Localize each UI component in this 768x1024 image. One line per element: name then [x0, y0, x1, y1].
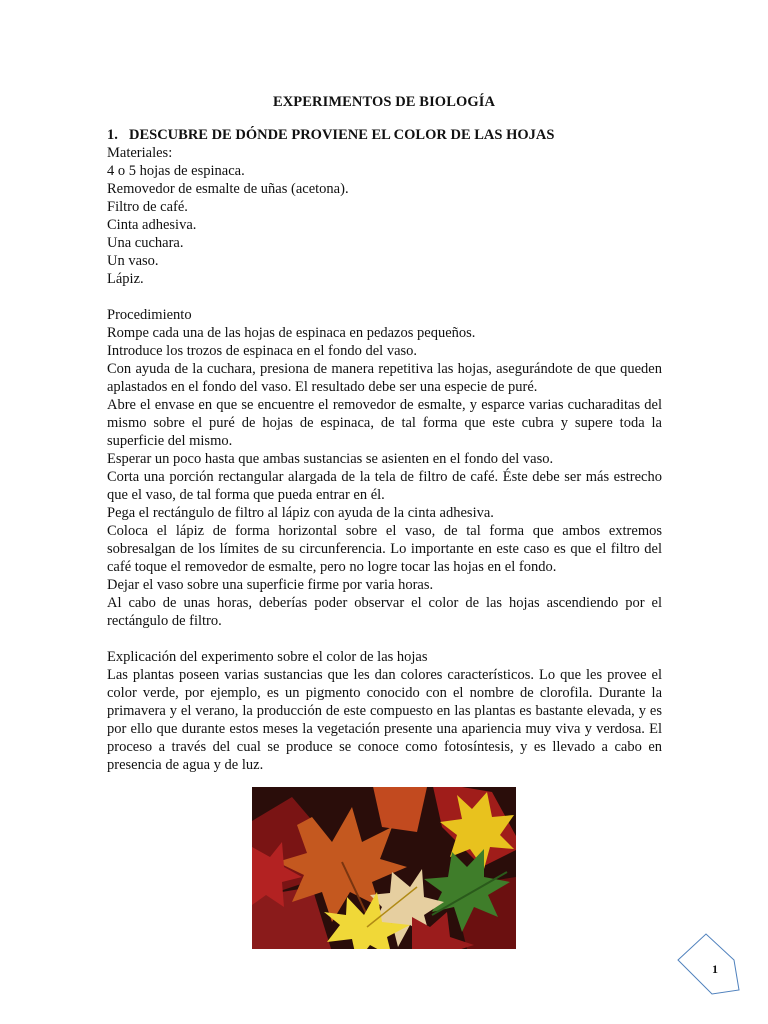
procedure-step: Dejar el vaso sobre una superficie firme por varia horas. — [107, 577, 434, 593]
autumn-leaves-photo — [252, 787, 516, 949]
procedure-step: Esperar un poco hasta que ambas sustancias se asienten en el fondo del vaso. — [107, 451, 554, 467]
procedure-step: Introduce los trozos de espinaca en el fondo del vaso. — [107, 343, 418, 359]
procedure-label: Procedimiento — [107, 307, 192, 323]
procedure-step: Abre el envase en que se encuentre el removedor de esmalte, y esparce varias cucharaditas del mismo sobre el puré de hojas de espinaca, de tal forma que este cubra y supere toda la superficie del mismo. — [107, 397, 662, 449]
material-item: 4 o 5 hojas de espinaca. — [107, 163, 245, 179]
procedure-step: Coloca el lápiz de forma horizontal sobre el vaso, de tal forma que ambos extremos sobresalgan de los límites de su circunferencia. Lo importante en este caso es que el filtro del café toque el removedor de esmalte, pero no logre tocar las hojas en el fondo. — [107, 523, 662, 575]
page-number: 1 — [712, 962, 718, 976]
material-item: Lápiz. — [107, 271, 144, 287]
procedure-step: Al cabo de unas horas, deberías poder observar el color de las hojas ascendiendo por el rectángulo de filtro. — [107, 595, 662, 629]
section-1 — [107, 126, 662, 774]
material-item: Una cuchara. — [107, 235, 184, 251]
procedure-step: Corta una porción rectangular alargada de la tela de filtro de café. Éste debe ser más estrecho que el vaso, de tal forma que pueda entrar en él. — [107, 469, 662, 503]
material-item: Un vaso. — [107, 253, 159, 269]
material-item: Cinta adhesiva. — [107, 217, 197, 233]
document-title: EXPERIMENTOS DE BIOLOGÍA — [272, 94, 496, 110]
material-item: Filtro de café. — [107, 199, 188, 215]
explanation-text: Las plantas poseen varias sustancias que les dan colores característicos. Lo que les provee el color verde, por ejemplo, es un pigmento conocido con el nombre de clorofila. Durante la primavera y el verano, la producción de este compuesto en las plantas es bastante elevada, y es por ello que durante estos meses la vegetación presente una apariencia muy viva y verdosa. El proceso a través del cual se produce se conoce como fotosíntesis, y es llevado a cabo en presencia de agua y de luz. — [107, 667, 662, 773]
procedure-step: Rompe cada una de las hojas de espinaca en pedazos pequeños. — [107, 325, 476, 341]
section-heading — [107, 126, 662, 144]
procedure-step: Con ayuda de la cuchara, presiona de manera repetitiva las hojas, asegurándote de que queden aplastados en el fondo del vaso. El resultado debe ser una especie de puré. — [107, 361, 662, 395]
section-heading-text: DESCUBRE DE DÓNDE PROVIENE EL COLOR DE LAS HOJAS — [129, 127, 555, 143]
section-number: 1. — [107, 127, 118, 143]
explanation-label: Explicación del experimento sobre el color de las hojas — [107, 649, 428, 665]
material-item: Removedor de esmalte de uñas (acetona). — [107, 181, 349, 197]
page-number-badge — [676, 930, 742, 996]
materials-label: Materiales: — [107, 145, 173, 161]
procedure-step: Pega el rectángulo de filtro al lápiz con ayuda de la cinta adhesiva. — [107, 505, 494, 521]
